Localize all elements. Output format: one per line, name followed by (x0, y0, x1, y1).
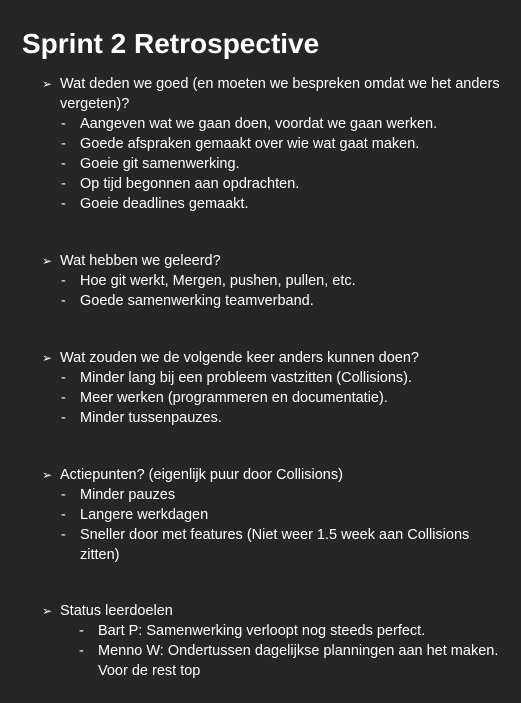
list-item-text: Goede samenwerking teamverband. (80, 293, 314, 309)
section-question (42, 465, 502, 485)
dash-bullet-icon: - (61, 410, 66, 426)
list-item (42, 154, 502, 174)
dash-bullet-icon: - (79, 623, 84, 639)
dash-bullet-icon: - (61, 293, 66, 309)
section-question (42, 74, 502, 114)
question-text: Status leerdoelen (60, 603, 173, 619)
arrow-bullet-icon: ➢ (42, 254, 53, 268)
list-item (42, 505, 502, 525)
list-item-text: Sneller door met features (Niet weer 1.5 week aan Collisions zitten) (80, 527, 470, 563)
list-item (42, 134, 502, 154)
list-item-text: Op tijd begonnen aan opdrachten. (80, 176, 300, 192)
dash-bullet-icon: - (61, 156, 66, 172)
dash-bullet-icon: - (61, 196, 66, 212)
list-item-text: Hoe git werkt, Mergen, pushen, pullen, etc. (80, 273, 356, 289)
dash-bullet-icon: - (61, 116, 66, 132)
list-item (42, 194, 502, 214)
list-item (42, 525, 502, 565)
section-action-points (42, 465, 502, 565)
list-item (42, 368, 502, 388)
list-item-text: Menno W: Ondertussen dagelijkse planningen aan het maken. Voor de rest top (98, 643, 499, 679)
dash-bullet-icon: - (61, 176, 66, 192)
list-item-text: Minder lang bij een probleem vastzitten (Collisions). (80, 370, 413, 386)
list-item (42, 388, 502, 408)
arrow-bullet-icon: ➢ (42, 351, 53, 365)
section-question (42, 348, 502, 368)
list-item-text: Meer werken (programmeren en documentatie). (80, 390, 388, 406)
list-item (42, 408, 502, 428)
list-item (42, 291, 502, 311)
question-text: Wat hebben we geleerd? (60, 253, 221, 269)
dash-bullet-icon: - (61, 487, 66, 503)
question-text: Wat deden we goed (en moeten we bespreken omdat we het anders vergeten)? (60, 76, 500, 112)
list-item-text: Langere werkdagen (80, 507, 209, 523)
dash-bullet-icon: - (61, 527, 66, 543)
page-title: Sprint 2 Retrospective (22, 28, 320, 59)
list-item (42, 174, 502, 194)
list-item-text: Goede afspraken gemaakt over wie wat gaat maken. (80, 136, 420, 152)
dash-bullet-icon: - (61, 136, 66, 152)
list-item-text: Minder pauzes (80, 487, 176, 503)
question-text: Actiepunten? (eigenlijk puur door Collisions) (60, 467, 343, 483)
dash-bullet-icon: - (61, 370, 66, 386)
section-learned (42, 251, 502, 311)
section-question (42, 251, 502, 271)
list-item (42, 621, 502, 641)
list-item-text: Goeie deadlines gemaakt. (80, 196, 249, 212)
dash-bullet-icon: - (79, 643, 84, 659)
list-item (42, 485, 502, 505)
list-item-text: Goeie git samenwerking. (80, 156, 240, 172)
dash-bullet-icon: - (61, 390, 66, 406)
section-went-well (42, 74, 502, 214)
list-item (42, 641, 502, 681)
dash-bullet-icon: - (61, 507, 66, 523)
list-item (42, 114, 502, 134)
section-do-differently (42, 348, 502, 428)
section-question (42, 601, 502, 621)
list-item-text: Bart P: Samenwerking verloopt nog steeds perfect. (98, 623, 426, 639)
list-item-text: Minder tussenpauzes. (80, 410, 222, 426)
dash-bullet-icon: - (61, 273, 66, 289)
arrow-bullet-icon: ➢ (42, 468, 53, 482)
list-item-text: Aangeven wat we gaan doen, voordat we gaan werken. (80, 116, 438, 132)
arrow-bullet-icon: ➢ (42, 604, 53, 618)
section-learning-goals (42, 601, 502, 681)
question-text: Wat zouden we de volgende keer anders kunnen doen? (60, 350, 419, 366)
arrow-bullet-icon: ➢ (42, 77, 53, 91)
list-item (42, 271, 502, 291)
